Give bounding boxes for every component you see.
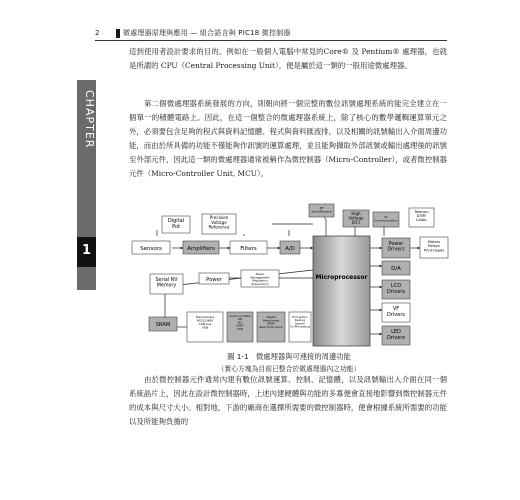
block-lcd-drivers: LCD Drivers [387,283,405,295]
paragraph-mcu: 第二個微處理器系統發展的方向，則朝向將一個完整的數位訊號處理系統的能完全建立在一個單一的積體電路上。因此，在這一個整合的微處理器系統上，除了核心的數學邏輯運算單元之外，必須要包含足夠的程式與資料記憶體、程式與資料匯流排，以及相關的訊號輸出入介面周邊功能，而由於所具備的功能不僅能夠作訊號的運算處理，並且能夠擷取外部訊號或輸出處理後的訊號至外部元件，因此這一類的微處理器通常被稱作為微控制器（Micro-Controller），或者微控制器元件（Micro-Controller Unit, MCU）。 [129,99,447,178]
block-diagram [129,200,449,350]
block-led-drivers: LED Drivers [387,329,405,341]
block-precision-voltage: Precision Voltage Reference [208,215,230,230]
running-header-title: 微處理器原理與應用 — 組合語言與 PIC18 微控制器 [123,29,291,37]
block-filters: Filters [240,246,257,252]
header-rule [95,40,447,41]
paragraph-intro: 這到使用者設計要求的目的。例如在一般個人電腦中常見的Core® 及 Pentium® 處理器，也就是所謂的 CPU（Central Processing Unit），便是屬於這一類的一般用途微處理器。 [129,47,447,70]
block-power-management: Power Management Regulation Supervisory [250,272,270,287]
block-vf-drivers: VF Drivers [387,306,405,318]
block-encryption: Encryption KeeLoq Speech Co-Processing [290,315,310,329]
figure-subcaption: （實心方塊為目前已整合於微處理器內之功能） [217,365,361,373]
block-sram: SRAM [155,322,171,328]
block-telecom: Telecom DTMF Codec [414,210,429,223]
block-digital-peripherals: Digital Peripherals PWM Real Time Clock [259,315,283,330]
chapter-tab-label: CHAPTER [83,90,96,149]
block-rf: RF Send/Receive [311,206,332,214]
block-digital-pot: Digital Pot [167,218,185,230]
block-microprocessor: Microprocessor [315,274,368,281]
block-power-drivers: Power Drivers [387,242,405,253]
block-power: Power [206,277,222,283]
block-sensors: Sensors [140,246,162,252]
block-transceivers: Transceivers RS232/485 CAN bus USB [195,315,215,330]
block-motors: Motors Relays Print-heads [423,240,445,253]
chapter-number: 1 [81,243,92,258]
block-high-voltage: High Voltage I/O's [348,211,364,226]
figure-caption: 圖 1-1 微處理器與可連接的周邊功能 [227,352,351,361]
block-communication: Communication SPI I2C UART USB [228,314,252,331]
block-da: D/A [391,266,401,272]
paragraph-cost: 由於微控制器元件通常內建有數位訊號運算、控制、記憶體，以及訊號輸出入介面在同一個系統晶片上，因此在設計微控制器時，上述內建硬體與功能的多寡便會直接地影響到微控制器元件的成本與尺寸大小。相對地，下游的廠商在選擇所需要的微控制器時，便會根據系統所需要的功能以及所能夠負擔的 [129,375,447,426]
header-marker [116,29,120,38]
block-amplifiers: Amplifiers [187,246,215,252]
block-ir: IR Communication [374,215,398,223]
page-number: 2 [95,29,100,37]
block-ad: A/D [285,246,295,252]
block-serial-nv-memory: Serial NV Memory [155,278,178,289]
